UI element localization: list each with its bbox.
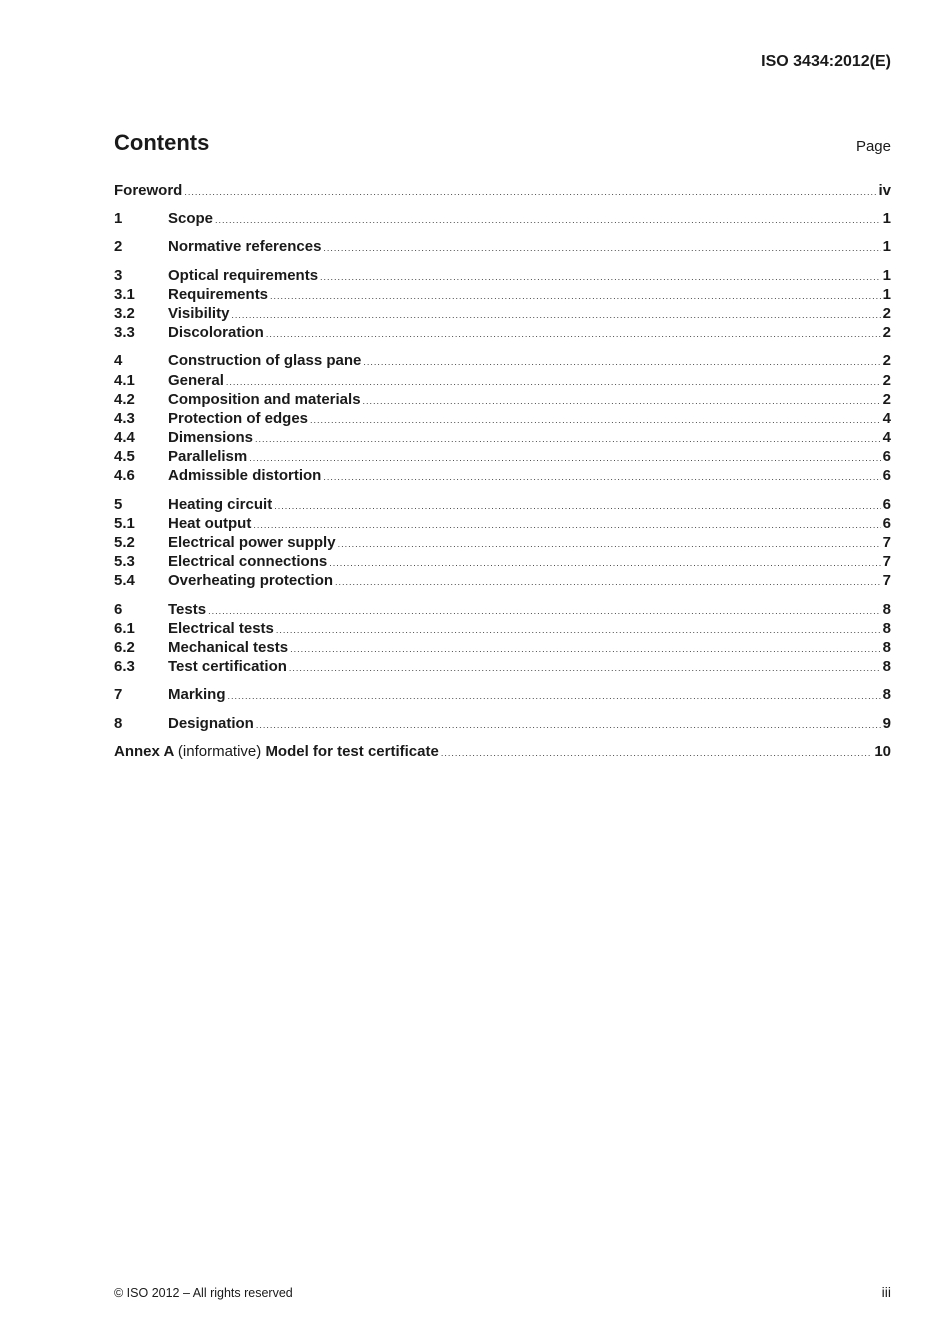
toc-entry-title: Optical requirements: [168, 266, 319, 284]
toc-entry-page: 2: [882, 371, 891, 389]
toc-entry-annex-a[interactable]: [114, 742, 891, 761]
toc-entry-foreword[interactable]: [114, 181, 891, 200]
table-of-contents: [114, 181, 891, 761]
toc-entry[interactable]: [114, 685, 891, 704]
dot-leader: [228, 687, 881, 706]
dot-leader: [335, 573, 881, 592]
toc-entry-title: Designation: [168, 714, 254, 732]
toc-entry-page: 4: [882, 429, 891, 447]
toc-entry-page: iv: [878, 182, 891, 199]
toc-entry-number: 6.3: [114, 658, 135, 676]
toc-entry[interactable]: [114, 495, 891, 514]
toc-entry-number: 3.3: [114, 324, 135, 342]
toc-entry-number: 4.1: [114, 371, 135, 389]
dot-leader: [289, 659, 881, 678]
dot-leader: [274, 497, 880, 516]
toc-entry[interactable]: [114, 304, 891, 323]
dot-leader: [249, 449, 880, 468]
toc-entry-title: Electrical power supply: [168, 534, 336, 551]
toc-entry-page: 10: [874, 742, 891, 760]
toc-entry-page: 1: [882, 285, 891, 303]
toc-entry[interactable]: [114, 447, 891, 466]
toc-entry-title: Parallelism: [168, 448, 248, 466]
annex-label: Annex A: [114, 742, 174, 760]
toc-entry-page: 2: [882, 304, 891, 322]
toc-entry-number: 6: [114, 600, 123, 618]
dot-leader: [231, 306, 880, 325]
toc-entry[interactable]: [114, 371, 891, 390]
toc-entry-page: 6: [882, 514, 891, 532]
toc-entry-title: Dimensions: [168, 429, 254, 447]
toc-entry-page: 8: [882, 638, 891, 656]
dot-leader: [363, 392, 881, 411]
toc-entry-page: 1: [882, 238, 891, 256]
dot-leader: [255, 430, 881, 449]
toc-entry-page: 8: [882, 658, 891, 676]
toc-entry-page: 1: [882, 210, 891, 228]
toc-entry[interactable]: [114, 533, 891, 552]
toc-entry-title: Foreword: [114, 182, 183, 199]
toc-entry[interactable]: [114, 409, 891, 428]
toc-entry-title: Construction of glass pane: [168, 352, 362, 370]
toc-entry-page: 8: [882, 686, 891, 704]
toc-entry-page: 8: [882, 600, 891, 618]
toc-entry-page: 6: [882, 495, 891, 513]
toc-entry-title: Discoloration: [168, 324, 264, 342]
toc-entry-number: 7: [114, 686, 123, 704]
toc-entry-number: 6.1: [114, 619, 135, 637]
dot-leader: [266, 325, 881, 344]
toc-entry-number: 3.1: [114, 285, 135, 303]
toc-entry-page: 7: [882, 572, 891, 590]
toc-entry-number: 4.6: [114, 467, 135, 485]
toc-entry-title: Scope: [168, 210, 214, 228]
toc-entry-number: 5.4: [114, 572, 135, 590]
toc-entry-title: Marking: [168, 686, 226, 704]
dot-leader: [323, 468, 880, 487]
toc-entry-page: 9: [882, 714, 891, 732]
toc-entry-number: 5.2: [114, 534, 135, 551]
toc-entry-number: 8: [114, 714, 123, 732]
toc-entry[interactable]: [114, 571, 891, 590]
toc-entry-page: 1: [882, 266, 891, 284]
toc-entry-number: 3.2: [114, 304, 135, 322]
dot-leader: [276, 621, 881, 640]
annex-qualifier: (informative): [177, 742, 262, 760]
toc-entry-title: Composition and materials: [168, 390, 361, 408]
dot-leader: [338, 535, 881, 554]
toc-entry-number: 5.1: [114, 514, 135, 532]
toc-entry-number: 4.4: [114, 429, 135, 447]
dot-leader: [441, 744, 873, 763]
dot-leader: [253, 516, 880, 535]
toc-entry-number: 2: [114, 238, 123, 256]
toc-entry-number: 4: [114, 352, 123, 370]
toc-entry-title: General: [168, 371, 224, 389]
toc-entry-page: 2: [882, 352, 891, 370]
copyright-notice: © ISO 2012 – All rights reserved: [114, 1286, 293, 1300]
toc-entry-title: Mechanical tests: [168, 638, 289, 656]
toc-entry-page: 8: [882, 619, 891, 637]
toc-entry-title: Visibility: [168, 304, 230, 322]
annex-name: Model for test certificate: [265, 742, 439, 760]
toc-entry-title: Requirements: [168, 285, 269, 303]
toc-entry[interactable]: [114, 466, 891, 485]
toc-entry-number: 5.3: [114, 553, 135, 571]
toc-entry-title: Heat output: [168, 514, 252, 532]
toc-entry[interactable]: [114, 390, 891, 409]
toc-entry-number: 4.5: [114, 448, 135, 466]
toc-entry-number: 4.2: [114, 390, 135, 408]
toc-entry[interactable]: [114, 285, 891, 304]
dot-leader: [329, 554, 880, 573]
toc-entry[interactable]: [114, 552, 891, 571]
toc-entry-page: 2: [882, 324, 891, 342]
toc-entry-number: 1: [114, 210, 123, 228]
toc-entry[interactable]: [114, 323, 891, 342]
toc-entry-page: 6: [882, 467, 891, 485]
toc-entry-page: 7: [882, 534, 891, 551]
toc-entry[interactable]: [114, 514, 891, 533]
dot-leader: [270, 287, 881, 306]
toc-entry-page: 2: [882, 390, 891, 408]
toc-entry[interactable]: [114, 657, 891, 676]
toc-entry[interactable]: [114, 619, 891, 638]
toc-entry-title: Tests: [168, 600, 207, 618]
toc-entry-number: 6.2: [114, 638, 135, 656]
toc-entry-title: Admissible distortion: [168, 467, 322, 485]
dot-leader: [184, 183, 876, 202]
document-id: ISO 3434:2012(E): [761, 53, 891, 70]
toc-entry[interactable]: [114, 600, 891, 619]
dot-leader: [208, 602, 881, 621]
toc-entry-title: Electrical connections: [168, 553, 328, 571]
dot-leader: [256, 716, 881, 735]
toc-entry-number: 5: [114, 495, 123, 513]
toc-entry-title: Overheating protection: [168, 572, 334, 590]
page-number: iii: [881, 1284, 891, 1300]
toc-entry[interactable]: [114, 714, 891, 733]
toc-entry-title: Electrical tests: [168, 619, 274, 637]
toc-entry[interactable]: [114, 638, 891, 657]
dot-leader: [215, 211, 881, 230]
page-title: Contents: [114, 130, 210, 155]
toc-entry[interactable]: [114, 266, 891, 285]
page-column-label: Page: [855, 138, 891, 155]
contents-heading: [114, 130, 891, 160]
dot-leader: [290, 640, 881, 659]
toc-entry-page: 7: [882, 553, 891, 571]
dot-leader: [320, 268, 881, 287]
toc-entry[interactable]: [114, 209, 891, 228]
toc-entry-title: Normative references: [168, 238, 322, 256]
dot-leader: [310, 411, 881, 430]
toc-entry-page: 4: [882, 409, 891, 427]
toc-entry[interactable]: [114, 351, 891, 370]
dot-leader: [323, 239, 880, 258]
toc-entry-page: 6: [882, 448, 891, 466]
toc-entry-title: Protection of edges: [168, 409, 309, 427]
annex-title: [114, 742, 439, 761]
toc-entry-number: 3: [114, 266, 123, 284]
toc-entry[interactable]: [114, 428, 891, 447]
toc-entry-number: 4.3: [114, 409, 135, 427]
dot-leader: [363, 353, 880, 372]
toc-entry-title: Test certification: [168, 658, 287, 676]
toc-entry[interactable]: [114, 237, 891, 256]
toc-entry-title: Heating circuit: [168, 495, 273, 513]
